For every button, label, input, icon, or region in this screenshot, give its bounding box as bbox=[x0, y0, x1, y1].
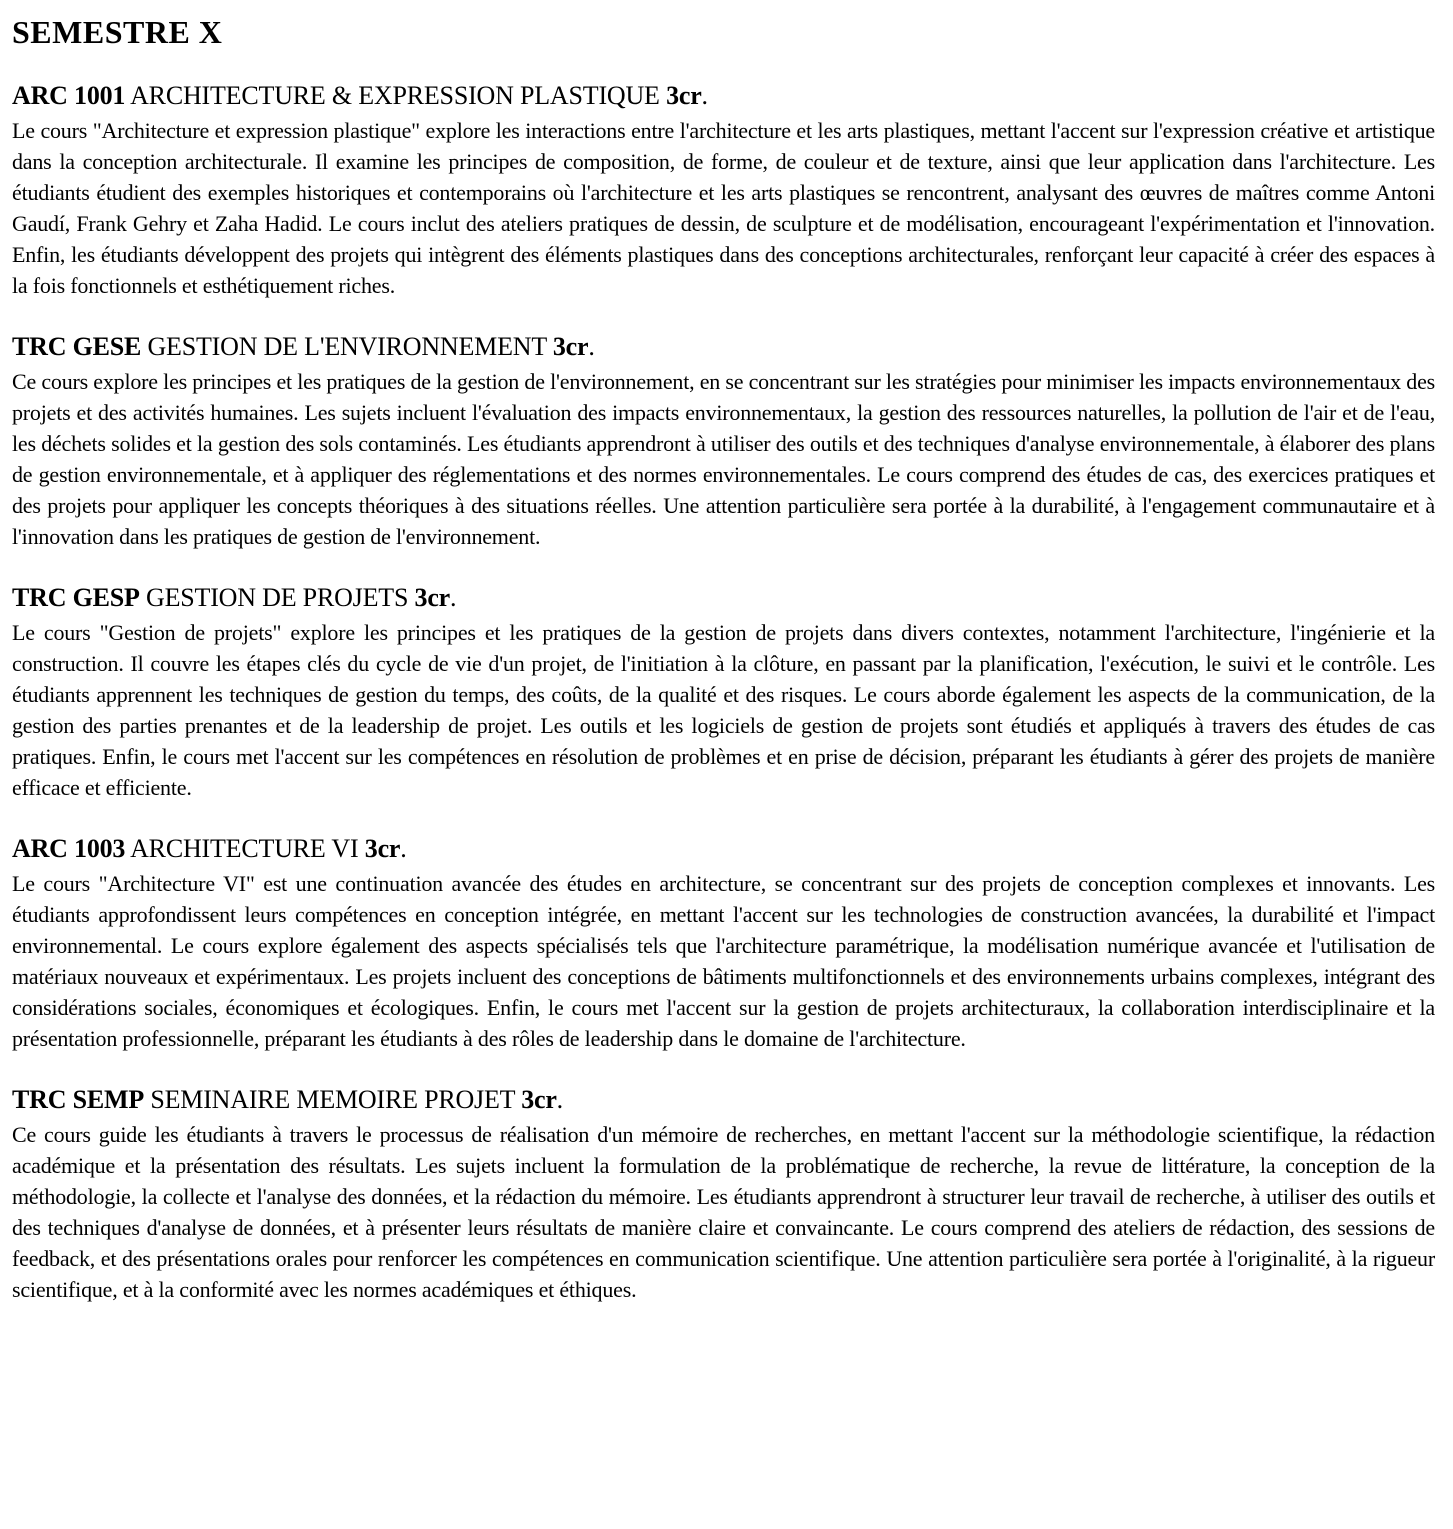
course-section-arc1003 bbox=[12, 833, 1435, 1054]
course-heading bbox=[12, 582, 1435, 614]
course-code: TRC SEMP bbox=[12, 1085, 145, 1114]
course-section-trcgesp bbox=[12, 582, 1435, 803]
course-title: ARCHITECTURE & EXPRESSION PLASTIQUE bbox=[130, 81, 660, 110]
page-title: SEMESTRE X bbox=[12, 14, 223, 50]
course-credits-period: . bbox=[588, 332, 595, 361]
course-credits: 3cr bbox=[414, 583, 451, 612]
course-credits: 3cr bbox=[666, 81, 702, 110]
course-credits-period: . bbox=[556, 1085, 563, 1114]
course-heading bbox=[12, 331, 1435, 363]
course-description: Le cours "Architecture et expression plastique" explore les interactions entre l'architecture et les arts plastiques, mettant l'accent sur l'expression créative et artistique dans la conception architecturale. Il examine les principes de composition, de forme, de couleur et de texture, ainsi que leur application dans l'architecture. Les étudiants étudient des exemples historiques et contemporains où l'architecture et les arts plastiques se rencontrent, analysant des œuvres de maîtres comme Antoni Gaudí, Frank Gehry et Zaha Hadid. Le cours inclut des ateliers pratiques de dessin, de sculpture et de modélisation, encourageant l'expérimentation et l'innovation. Enfin, les étudiants développent des projets qui intègrent des éléments plastiques dans des conceptions architecturales, renforçant leur capacité à créer des espaces à la fois fonctionnels et esthétiquement riches. bbox=[12, 118, 1435, 298]
course-section-arc1001 bbox=[12, 80, 1435, 301]
course-heading bbox=[12, 833, 1435, 865]
course-credits: 3cr bbox=[521, 1085, 557, 1114]
course-section-trcgese bbox=[12, 331, 1435, 552]
course-heading bbox=[12, 80, 1435, 112]
course-title: GESTION DE L'ENVIRONNEMENT bbox=[147, 332, 547, 361]
course-credits: 3cr bbox=[552, 332, 589, 361]
course-description: Ce cours explore les principes et les pratiques de la gestion de l'environnement, en se concentrant sur les stratégies pour minimiser les impacts environnementaux des projets et des activités humaines. Les sujets incluent l'évaluation des impacts environnementaux, la gestion des ressources naturelles, la pollution de l'air et de l'eau, les déchets solides et la gestion des sols contaminés. Les étudiants apprendront à utiliser des outils et des techniques d'analyse environnementale, à élaborer des plans de gestion environnementale, et à appliquer des réglementations et des normes environnementales. Le cours comprend des études de cas, des exercices pratiques et des projets pour appliquer les concepts théoriques à des situations réelles. Une attention particulière sera portée à la durabilité, à l'engagement communautaire et à l'innovation dans les pratiques de gestion de l'environnement. bbox=[12, 369, 1435, 549]
course-code: TRC GESP bbox=[12, 583, 140, 612]
course-code: TRC GESE bbox=[12, 332, 142, 361]
course-code: ARC 1001 bbox=[12, 81, 126, 110]
course-title: GESTION DE PROJETS bbox=[146, 583, 409, 612]
course-description: Le cours "Architecture VI" est une continuation avancée des études en architecture, se concentrant sur des projets de conception complexes et innovants. Les étudiants approfondissent leurs compétences en conception intégrée, en mettant l'accent sur les technologies de construction avancées, la durabilité et l'impact environnemental. Le cours explore également des aspects spécialisés tels que l'architecture paramétrique, la modélisation numérique avancée et l'utilisation de matériaux nouveaux et expérimentaux. Les projets incluent des conceptions de bâtiments multifonctionnels et des environnements urbains complexes, intégrant des considérations sociales, économiques et écologiques. Enfin, le cours met l'accent sur la gestion de projets architecturaux, la collaboration interdisciplinaire et la présentation professionnelle, préparant les étudiants à des rôles de leadership dans le domaine de l'architecture. bbox=[12, 871, 1435, 1051]
course-credits-period: . bbox=[400, 834, 407, 863]
course-heading bbox=[12, 1084, 1435, 1116]
course-section-trcsemp bbox=[12, 1084, 1435, 1305]
course-credits-period: . bbox=[701, 81, 708, 110]
course-credits: 3cr bbox=[364, 834, 401, 863]
course-code: ARC 1003 bbox=[12, 834, 126, 863]
course-credits-period: . bbox=[450, 583, 457, 612]
course-title: SEMINAIRE MEMOIRE PROJET bbox=[150, 1085, 515, 1114]
course-description: Le cours "Gestion de projets" explore les principes et les pratiques de la gestion de projets dans divers contextes, notamment l'architecture, l'ingénierie et la construction. Il couvre les étapes clés du cycle de vie d'un projet, de l'initiation à la clôture, en passant par la planification, l'exécution, le suivi et le contrôle. Les étudiants apprennent les techniques de gestion du temps, des coûts, de la qualité et des risques. Le cours aborde également les aspects de la communication, de la gestion des parties prenantes et de la leadership de projet. Les outils et les logiciels de gestion de projets sont étudiés et appliqués à travers des études de cas pratiques. Enfin, le cours met l'accent sur les compétences en résolution de problèmes et en prise de décision, préparant les étudiants à gérer des projets de manière efficace et efficiente. bbox=[12, 620, 1435, 800]
course-title: ARCHITECTURE VI bbox=[130, 834, 359, 863]
course-description: Ce cours guide les étudiants à travers le processus de réalisation d'un mémoire de recherches, en mettant l'accent sur la méthodologie scientifique, la rédaction académique et la présentation des résultats. Les sujets incluent la formulation de la problématique de recherche, la revue de littérature, la conception de la méthodologie, la collecte et l'analyse des données, et la rédaction du mémoire. Les étudiants apprendront à structurer leur travail de recherche, à utiliser des outils et des techniques d'analyse de données, et à présenter leurs résultats de manière claire et convaincante. Le cours comprend des ateliers de rédaction, des sessions de feedback, et des présentations orales pour renforcer les compétences en communication scientifique. Une attention particulière sera portée à l'originalité, à la rigueur scientifique, et à la conformité avec les normes académiques et éthiques. bbox=[12, 1122, 1435, 1302]
